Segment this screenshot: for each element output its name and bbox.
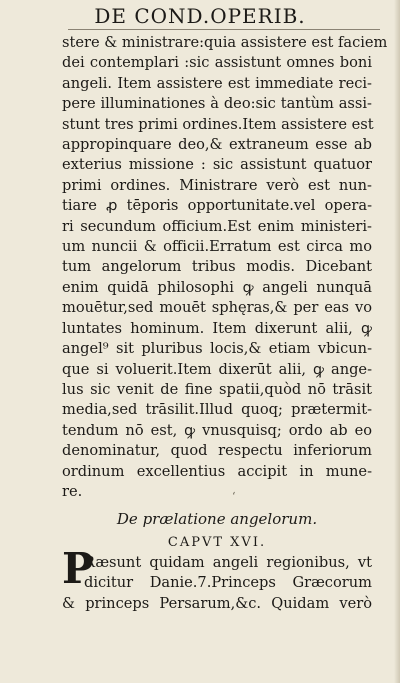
main-text-block bbox=[62, 33, 388, 502]
chapter-text-block bbox=[62, 553, 372, 614]
text-line: que si voluerit.Item dixerūt alii, ꝙ ange- bbox=[62, 360, 372, 378]
text-line: primi ordines. Ministrare verò est nun- bbox=[62, 176, 372, 194]
text-line: angeli. Item assistere est immediate reci- bbox=[62, 74, 372, 92]
text-line: mouētur,sed mouēt sphęras,& per eas vo bbox=[62, 299, 372, 317]
chapter-text-line: & princeps Persarum,&c. Quidam verò bbox=[62, 594, 372, 612]
page-edge-shadow bbox=[394, 0, 400, 683]
text-line: luntates hominum. Item dixerunt alii, ꝙ bbox=[62, 319, 372, 337]
text-line: exterius missione : sic assistunt quatuor bbox=[62, 156, 372, 174]
text-line: tum angelorum tribus modis. Dicebant bbox=[62, 258, 372, 276]
text-line: ordinum excellentius accipit in mune- bbox=[62, 462, 372, 480]
text-line: appropinquare deo,& extraneum esse ab bbox=[62, 136, 372, 154]
chapter-text-line: Ræsunt quidam angeli regionibus, vt bbox=[84, 554, 372, 571]
running-header: DE COND.OPERIB. bbox=[94, 4, 306, 28]
text-line: angel⁹ sit pluribus locis,& etiam vbicun- bbox=[62, 340, 372, 358]
text-line: pere illuminationes à deo:sic tantùm assi- bbox=[62, 95, 372, 113]
text-line: tendum nō est, ꝙ vnusquisq; ordo ab eo bbox=[62, 421, 372, 439]
text-line: stunt tres primi ordines.Item assistere est bbox=[62, 115, 374, 133]
header-rule bbox=[68, 29, 380, 30]
text-line: dei contemplari :sic assistunt omnes boni bbox=[62, 54, 372, 72]
chapter-label: CAPVT XVI. bbox=[167, 535, 267, 550]
drop-cap-initial: P bbox=[62, 544, 94, 593]
text-line: stere & ministrare:quia assistere est faciem bbox=[62, 34, 388, 51]
text-line: denominatur, quod respectu inferiorum bbox=[62, 442, 372, 460]
text-line: um nuncii & officii.Erratum est circa mo bbox=[62, 238, 372, 256]
text-line: lus sic venit de fine spatii,quòd nō trāsit bbox=[62, 380, 372, 398]
text-line: enim quidā philosophi ꝙ angeli nunquā bbox=[62, 278, 372, 296]
section-subheading: De prælatione angelorum. bbox=[116, 510, 318, 528]
text-line: ri secundum officium.Est enim ministeri- bbox=[62, 217, 372, 235]
chapter-text-line: dicitur Danie.7.Princeps Græcorum bbox=[84, 574, 372, 592]
text-line: re. bbox=[62, 482, 83, 500]
marginal-mark: ʻ bbox=[232, 490, 236, 503]
text-line: tiare ꝓ tēporis opportunitate.vel opera- bbox=[62, 197, 372, 215]
text-line: media,sed trāsilit.Illud quoq; prætermit- bbox=[62, 401, 372, 419]
